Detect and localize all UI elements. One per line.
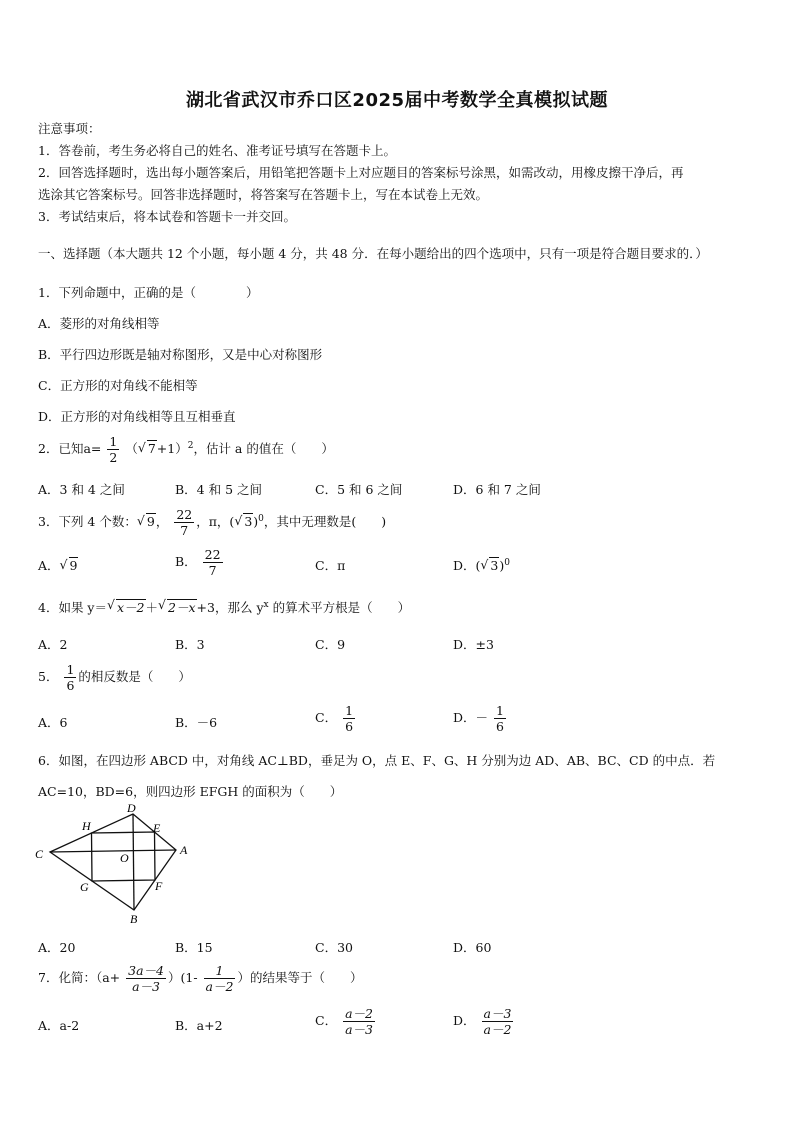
q7-d-den: a－2 bbox=[483, 1022, 512, 1037]
q5-fraction bbox=[64, 662, 76, 693]
q3-radicand-2: 3 bbox=[244, 514, 253, 529]
q3-exponent: 0 bbox=[258, 513, 264, 524]
q7-d-fraction bbox=[482, 1006, 514, 1037]
q1-option-d: D．正方形的对角线相等且互相垂直 bbox=[38, 409, 236, 424]
label-c: C bbox=[35, 847, 44, 861]
q7-frac2-den: a－2 bbox=[205, 979, 234, 994]
q4-sqrt-2 bbox=[158, 598, 197, 616]
q3-prefix: 3．下列 4 个数： bbox=[38, 514, 137, 529]
label-o: O bbox=[120, 851, 129, 865]
q3-option-b bbox=[175, 547, 225, 578]
q2-exponent: 2 bbox=[187, 440, 194, 451]
q3-stem bbox=[38, 507, 386, 538]
q4-radicand-2: 2－x bbox=[168, 600, 196, 615]
q4-option-d: D．±3 bbox=[453, 637, 494, 652]
q2-option-c: C．5 和 6 之间 bbox=[315, 482, 403, 497]
q7-fraction-1 bbox=[126, 963, 166, 994]
q3-sep-1: ， bbox=[155, 514, 169, 529]
q3-frac-den: 7 bbox=[180, 523, 189, 538]
label-a: A bbox=[180, 843, 188, 857]
q3-frac-num: 22 bbox=[176, 507, 193, 522]
q4-option-a: A．2 bbox=[38, 637, 68, 652]
q5-option-a: A．6 bbox=[38, 715, 68, 730]
note-2b: 选涂其它答案标号。回答非选择题时，将答案写在答题卡上，写在本试卷上无效。 bbox=[38, 187, 489, 202]
q2-frac-den: 2 bbox=[109, 450, 118, 465]
q5-c-fraction bbox=[343, 703, 355, 734]
q2-frac-num: 1 bbox=[109, 434, 118, 449]
q4-option-b: B．3 bbox=[175, 637, 205, 652]
q3-sqrt-2 bbox=[234, 514, 253, 529]
q5-option-c bbox=[315, 703, 357, 734]
note-2a: 2．回答选择题时，选出每小题答案后，用铅笔把答题卡上对应题目的答案标号涂黑，如需改动，用橡皮擦干净后，再 bbox=[38, 165, 684, 180]
q3-suffix: ，其中无理数是( ) bbox=[263, 514, 387, 529]
q5-d-num: 1 bbox=[496, 703, 504, 718]
q3-option-d bbox=[453, 556, 510, 574]
q2-prefix: 2．已知a= bbox=[38, 441, 102, 456]
q7-c-num: a－2 bbox=[345, 1006, 373, 1021]
label-f: F bbox=[155, 879, 163, 893]
q2-paren-close: +1） bbox=[156, 441, 188, 456]
label-g: G bbox=[80, 880, 89, 894]
q2-sqrt bbox=[138, 441, 157, 456]
q4-middle: +3，那么 y bbox=[196, 600, 264, 615]
q7-frac1-num: 3a－4 bbox=[128, 963, 164, 978]
q5-stem bbox=[38, 662, 191, 693]
q6-option-c: C．30 bbox=[315, 940, 353, 955]
q7-frac1-den: a－3 bbox=[132, 979, 160, 994]
q5-c-num: 1 bbox=[345, 703, 354, 718]
q5-c-den: 6 bbox=[345, 719, 354, 734]
q3-d-sqrt bbox=[480, 558, 499, 573]
q3-b-num: 22 bbox=[204, 547, 221, 562]
q5-d-fraction bbox=[494, 703, 506, 734]
q7-fraction-2 bbox=[204, 963, 236, 994]
q6-option-d: D．60 bbox=[453, 940, 492, 955]
q5-frac-den: 6 bbox=[66, 678, 75, 693]
q5-c-label: C． bbox=[315, 710, 338, 725]
q2-option-b: B．4 和 5 之间 bbox=[175, 482, 263, 497]
notes-block bbox=[38, 118, 758, 228]
q7-option-b: B．a+2 bbox=[175, 1018, 223, 1033]
q7-option-a: A．a-2 bbox=[38, 1018, 80, 1033]
q3-sqrt-1 bbox=[137, 514, 156, 529]
quadrilateral-figure bbox=[34, 802, 204, 928]
q1-stem: 1．下列命题中，正确的是（ ） bbox=[38, 285, 259, 300]
q5-suffix: 的相反数是（ ） bbox=[78, 669, 191, 684]
q5-option-b: B．－6 bbox=[175, 715, 218, 730]
q2-suffix: ，估计 a 的值在（ ） bbox=[193, 441, 334, 456]
q3-b-den: 7 bbox=[208, 563, 217, 578]
q4-exponent: x bbox=[263, 599, 269, 610]
q7-middle: ）(1- bbox=[167, 970, 198, 985]
q3-b-label: B． bbox=[175, 554, 197, 569]
q7-c-den: a－3 bbox=[345, 1022, 373, 1037]
q6-stem-line1: 6．如图，在四边形 ABCD 中，对角线 AC⊥BD，垂足为 O，点 E、F、G、H 分别为边 AD、AB、BC、CD 的中点．若 bbox=[38, 753, 716, 768]
section-heading: 一、选择题（本大题共 12 个小题，每小题 4 分，共 48 分．在每小题给出的四个选项中，只有一项是符合题目要求的．） bbox=[38, 246, 708, 261]
q3-d-close: ) bbox=[499, 558, 505, 573]
q1-option-a: A．菱形的对角线相等 bbox=[38, 316, 160, 331]
diagonal-ac bbox=[50, 850, 176, 852]
q4-option-c: C．9 bbox=[315, 637, 346, 652]
q7-c-label: C． bbox=[315, 1013, 338, 1028]
q3-a-radicand: 9 bbox=[69, 558, 78, 573]
q4-radicand-1: x－2 bbox=[117, 600, 145, 615]
q3-a-sqrt bbox=[60, 558, 79, 573]
q2-fraction bbox=[107, 434, 119, 465]
q2-stem bbox=[38, 434, 334, 465]
q3-d-radicand: 3 bbox=[490, 558, 499, 573]
q1-option-b: B．平行四边形既是轴对称图形，又是中心对称图形 bbox=[38, 347, 323, 362]
q5-prefix: 5． bbox=[38, 669, 59, 684]
q4-stem bbox=[38, 598, 410, 616]
q6-option-b: B．15 bbox=[175, 940, 213, 955]
q3-a-label: A． bbox=[38, 558, 60, 573]
q5-d-label: D．－ bbox=[453, 710, 489, 725]
q3-d-label: D．( bbox=[453, 558, 481, 573]
q3-sep-2: ，π，( bbox=[196, 514, 235, 529]
note-1: 1．答卷前，考生务必将自己的姓名、准考证号填写在答题卡上。 bbox=[38, 143, 396, 158]
label-e: E bbox=[153, 821, 161, 835]
q4-plus: ＋ bbox=[145, 600, 159, 615]
diagonal-bd bbox=[133, 814, 134, 910]
q4-prefix: 4．如果 y＝ bbox=[38, 600, 107, 615]
q6-option-a: A．20 bbox=[38, 940, 76, 955]
page-title: 湖北省武汉市乔口区2025届中考数学全真模拟试题 bbox=[185, 90, 609, 111]
notes-heading: 注意事项： bbox=[38, 121, 101, 136]
note-3: 3．考试结束后，将本试卷和答题卡一并交回。 bbox=[38, 209, 296, 224]
q3-close: ) bbox=[253, 514, 259, 529]
q7-c-fraction bbox=[343, 1006, 375, 1037]
q3-b-fraction bbox=[203, 547, 223, 578]
q6-stem-line2: AC=10，BD=6，则四边形 EFGH 的面积为（ ） bbox=[38, 784, 343, 799]
q7-option-c bbox=[315, 1006, 377, 1037]
q2-radicand: 7 bbox=[147, 441, 156, 456]
q4-sqrt-1 bbox=[107, 598, 146, 616]
label-b: B bbox=[130, 912, 138, 926]
q5-frac-num: 1 bbox=[66, 662, 75, 677]
q2-option-a: A．3 和 4 之间 bbox=[38, 482, 125, 497]
q5-option-d bbox=[453, 703, 508, 734]
q3-d-exponent: 0 bbox=[504, 557, 510, 568]
q7-option-d bbox=[453, 1006, 515, 1037]
label-h: H bbox=[82, 819, 91, 833]
q7-stem bbox=[38, 963, 362, 994]
q7-suffix: ）的结果等于（ ） bbox=[237, 970, 363, 985]
q3-fraction bbox=[174, 507, 194, 538]
q4-suffix: 的算术平方根是（ ） bbox=[268, 600, 411, 615]
q2-paren-open: （ bbox=[125, 441, 138, 456]
q2-option-d: D．6 和 7 之间 bbox=[453, 482, 541, 497]
q5-d-den: 6 bbox=[496, 719, 504, 734]
q7-prefix: 7．化简：（a+ bbox=[38, 970, 121, 985]
label-d: D bbox=[127, 802, 136, 815]
q7-frac2-num: 1 bbox=[204, 963, 236, 979]
q7-d-label: D． bbox=[453, 1013, 476, 1028]
q7-d-num: a－3 bbox=[483, 1006, 512, 1021]
q3-option-c: C．π bbox=[315, 558, 346, 573]
q3-option-a bbox=[38, 556, 78, 574]
q3-radicand-1: 9 bbox=[146, 514, 155, 529]
q1-option-c: C．正方形的对角线不能相等 bbox=[38, 378, 198, 393]
